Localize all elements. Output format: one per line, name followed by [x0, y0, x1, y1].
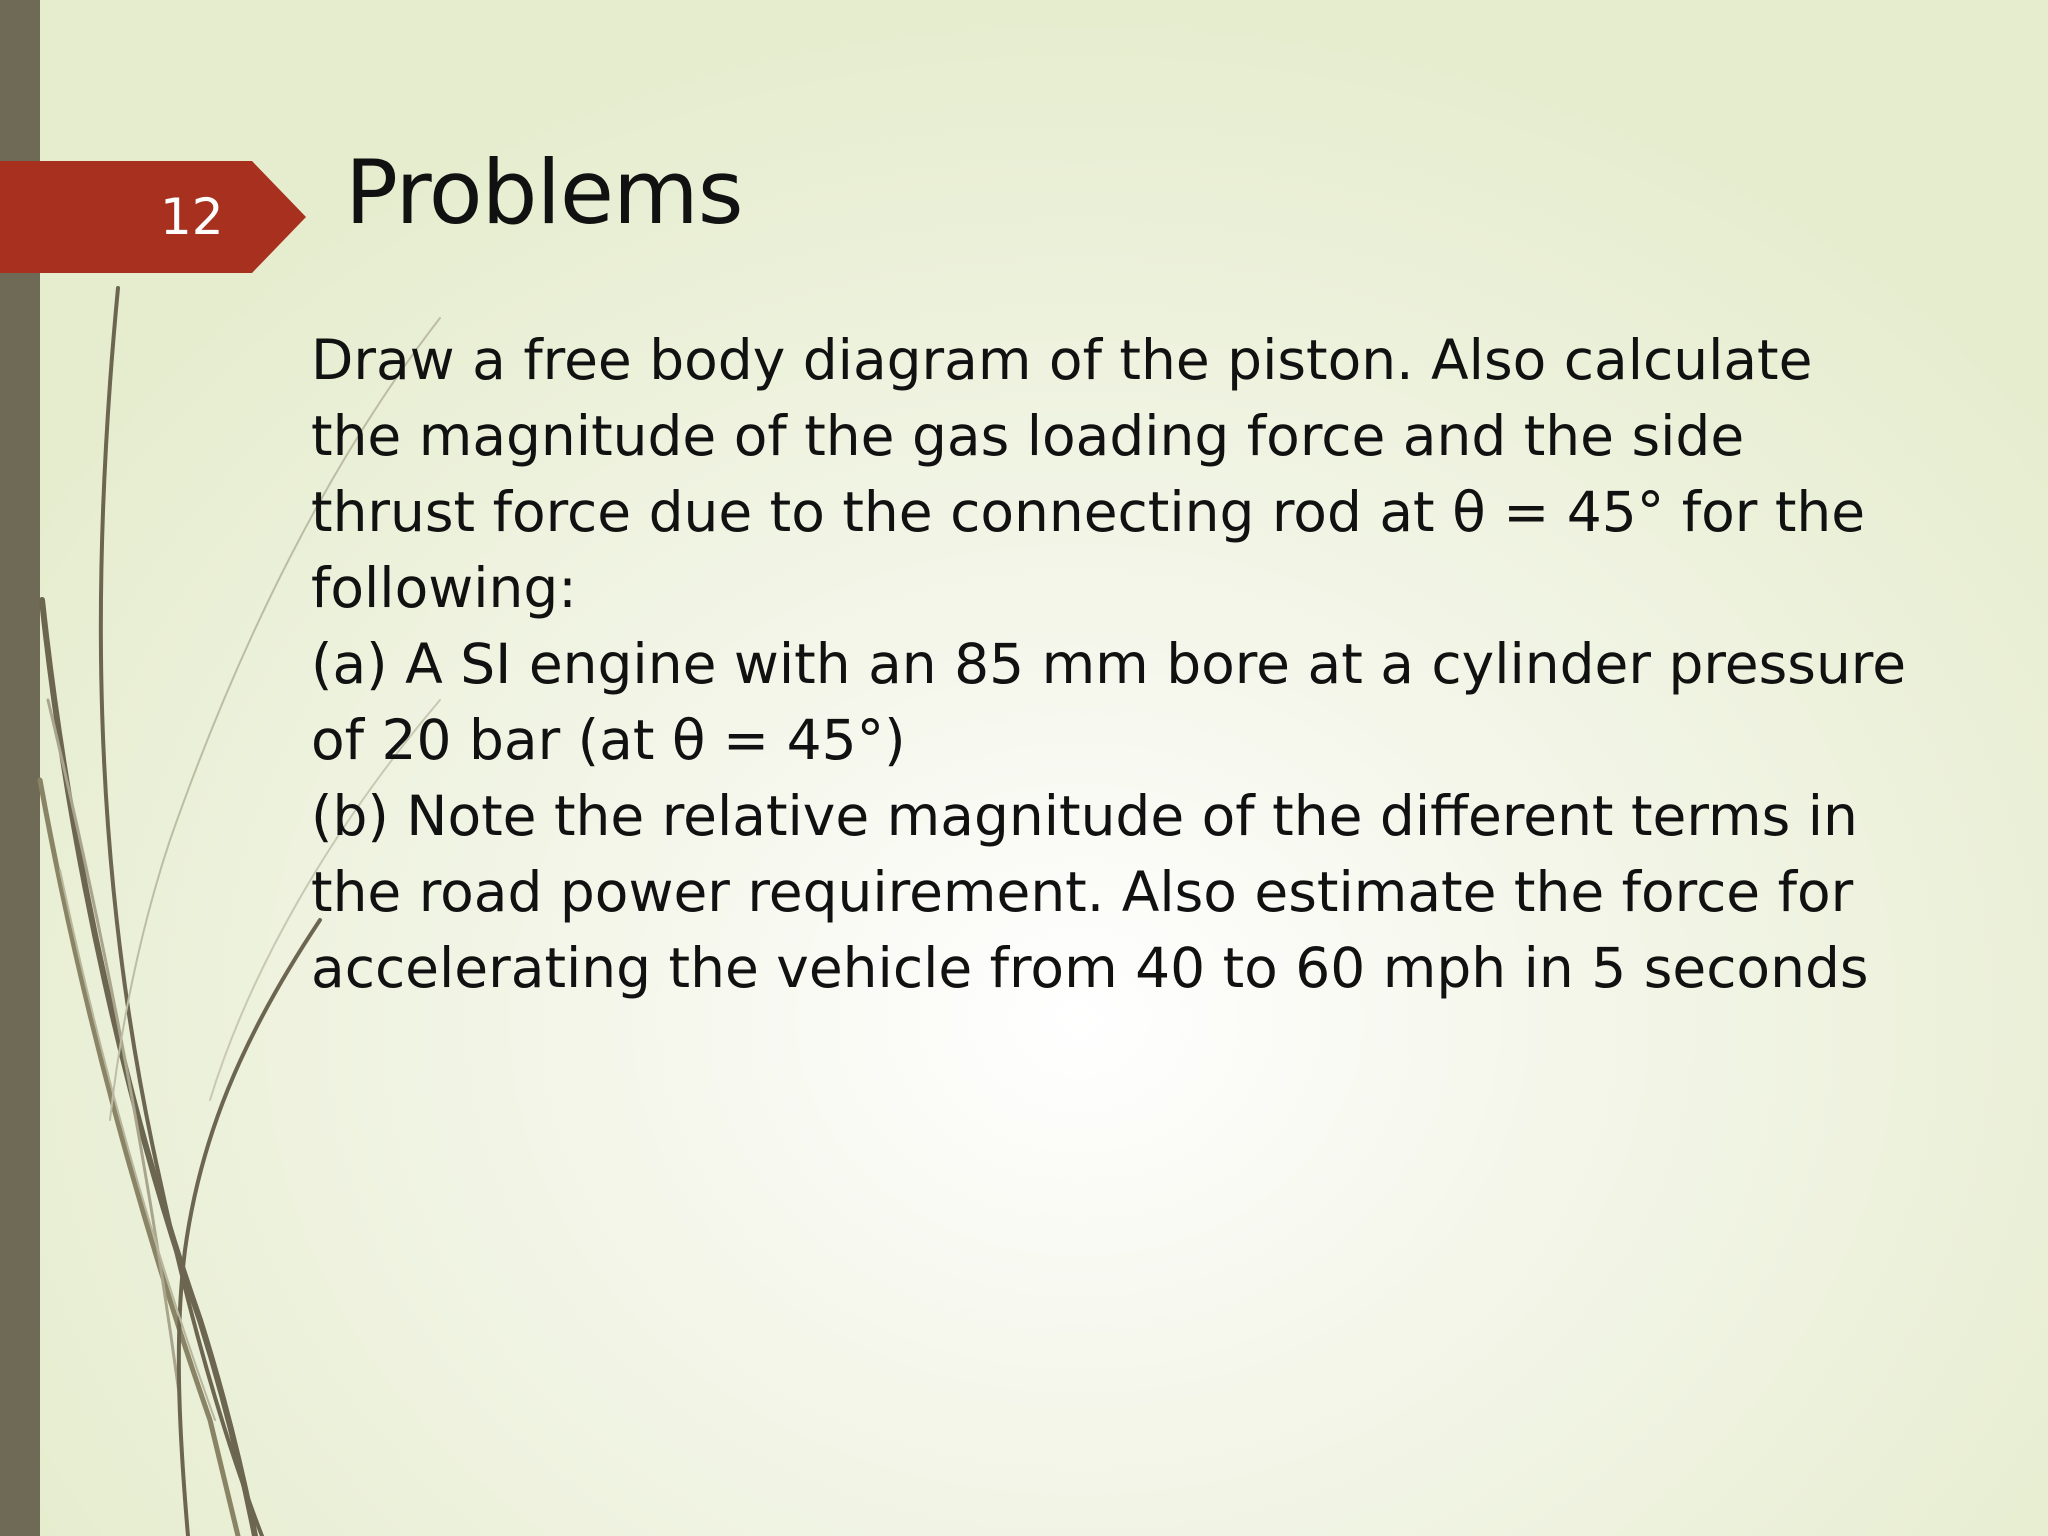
slide-number: 12: [160, 188, 224, 246]
problem-line: the magnitude of the gas loading force and the side: [311, 404, 1745, 468]
problem-line: thrust force due to the connecting rod at θ = 45° for the: [311, 480, 1866, 544]
problem-line: (b) Note the relative magnitude of the different terms in: [311, 784, 1858, 848]
problem-line: (a) A SI engine with an 85 mm bore at a cylinder pressure: [311, 632, 1907, 696]
slide-number-tag: [0, 161, 308, 273]
problem-text: [311, 322, 2011, 1006]
tag-shape: [0, 161, 308, 273]
problem-line: accelerating the vehicle from 40 to 60 mph in 5 seconds: [311, 936, 1869, 1000]
problem-line: Draw a free body diagram of the piston. Also calculate: [311, 328, 1813, 392]
problem-line: following:: [311, 556, 577, 620]
problem-line: the road power requirement. Also estimate the force for: [311, 860, 1854, 924]
slide-title: Problems: [345, 141, 743, 244]
problem-line: of 20 bar (at θ = 45°): [311, 708, 906, 772]
